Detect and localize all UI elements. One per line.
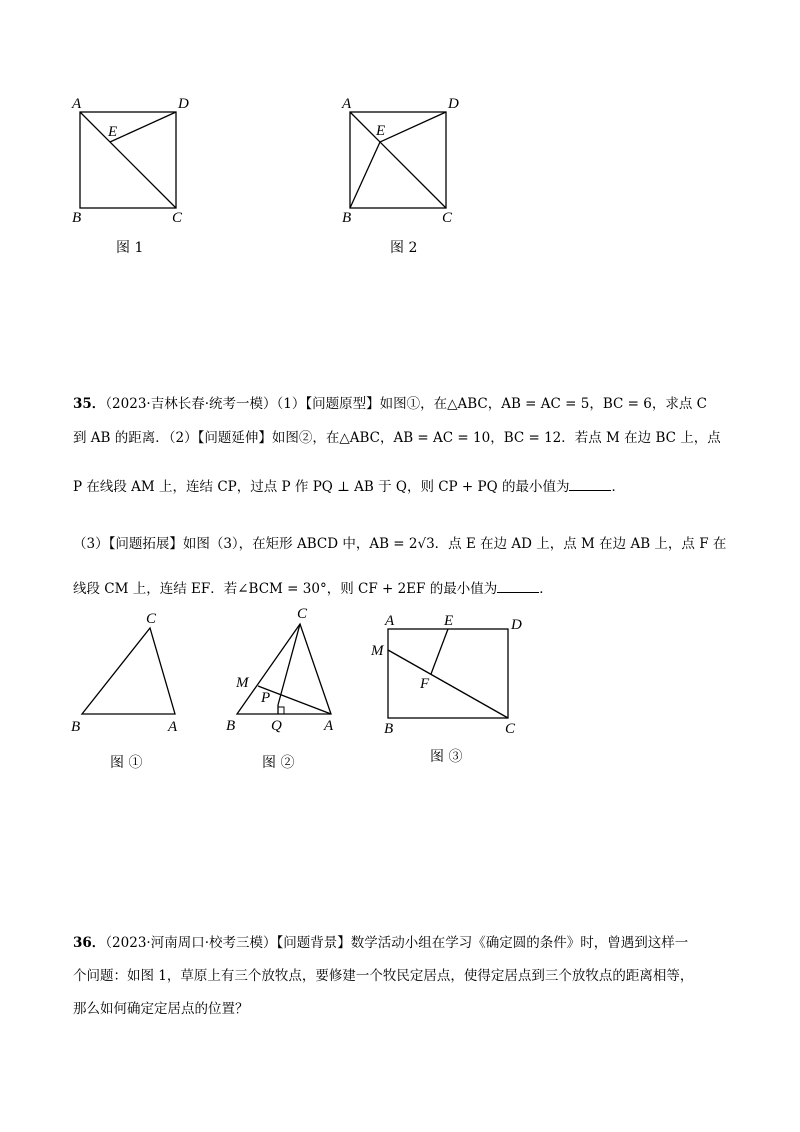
segment-ed bbox=[110, 112, 176, 142]
q36-line-3 bbox=[73, 1003, 249, 1017]
figure-circled-1-caption: 图 ① bbox=[110, 755, 143, 771]
q35-text-4: （3）【问题拓展】如图（3），在矩形 ABCD 中，AB = 2√3．点 E 在边 AD 上，点 M 在边 AB 上，点 F 在 bbox=[73, 536, 727, 552]
q35-text-5-end: ． bbox=[539, 581, 553, 597]
label-a: A bbox=[385, 613, 395, 629]
label-b: B bbox=[226, 718, 236, 734]
figure-1-caption: 图 1 bbox=[116, 240, 144, 256]
q35-line-2 bbox=[73, 432, 721, 446]
label-q: Q bbox=[271, 718, 282, 734]
diagonal-ac bbox=[80, 112, 176, 208]
q35-text-3: P 在线段 AM 上，连结 CP，过点 P 作 PQ ⊥ AB 于 Q，则 CP + PQ 的最小值为 bbox=[73, 479, 570, 495]
q36-text-1: 【问题背景】数学活动小组在学习《确定圆的条件》时，曾遇到这样一 bbox=[276, 935, 689, 951]
figure-circled-1 bbox=[68, 605, 193, 740]
label-d: D bbox=[178, 96, 189, 112]
segment-mc bbox=[388, 650, 508, 718]
label-b: B bbox=[72, 210, 82, 226]
label-e: E bbox=[444, 613, 454, 629]
answer-blank-1[interactable] bbox=[569, 480, 611, 491]
figure-circled-3 bbox=[368, 608, 538, 738]
label-b: B bbox=[71, 719, 81, 735]
answer-blank-2[interactable] bbox=[497, 582, 539, 593]
label-a: A bbox=[168, 719, 178, 735]
label-c: C bbox=[505, 721, 516, 737]
q35-text-1: （1）【问题原型】如图①，在△ABC，AB = AC = 5，BC = 6，求点 C bbox=[276, 396, 707, 412]
q36-number: 36． bbox=[73, 935, 106, 951]
q36-line-1 bbox=[73, 937, 688, 951]
q35-text-3-end: ． bbox=[611, 479, 625, 495]
label-p: P bbox=[261, 690, 271, 706]
segment-ed bbox=[380, 112, 446, 142]
segment-eb bbox=[350, 142, 380, 208]
label-d: D bbox=[448, 96, 459, 112]
label-c: C bbox=[442, 210, 453, 226]
label-c: C bbox=[172, 210, 183, 226]
q35-line-5 bbox=[73, 582, 553, 597]
rectangle-abcd bbox=[388, 629, 508, 718]
q35-number: 35． bbox=[73, 396, 106, 412]
label-b: B bbox=[384, 721, 394, 737]
diagonal-ac bbox=[350, 112, 446, 208]
label-m: M bbox=[236, 675, 249, 691]
q35-line-4 bbox=[73, 538, 726, 552]
segment-cp bbox=[278, 624, 300, 705]
figure-circled-3-caption: 图 ③ bbox=[430, 749, 463, 765]
triangle-abc bbox=[237, 624, 331, 714]
label-c: C bbox=[146, 611, 157, 627]
label-e: E bbox=[376, 123, 386, 139]
figure-1 bbox=[70, 92, 190, 232]
figure-2 bbox=[340, 92, 460, 232]
q35-text-2: 到 AB 的距离．（2）【问题延伸】如图②，在△ABC，AB = AC = 10，BC = 12．若点 M 在边 BC 上，点 bbox=[73, 430, 721, 446]
q36-source: （2023·河南周口·校考三模） bbox=[105, 935, 277, 951]
triangle-abc bbox=[82, 628, 175, 714]
segment-ef bbox=[431, 629, 448, 674]
label-a: A bbox=[342, 96, 352, 112]
q35-text-5: 线段 CM 上，连结 EF．若∠BCM = 30°，则 CF + 2EF 的最小值为 bbox=[73, 581, 498, 597]
figure-circled-2-caption: 图 ② bbox=[262, 755, 295, 771]
label-a: A bbox=[72, 96, 82, 112]
q36-text-3: 那么如何确定定居点的位置？ bbox=[73, 1001, 249, 1017]
label-m: M bbox=[371, 643, 384, 659]
q36-text-2: 个问题：如图 1，草原上有三个放牧点，要修建一个牧民定居点，使得定居点到三个放牧点的距离相等， bbox=[73, 968, 694, 984]
q35-source: （2023·吉林长春·统考一模） bbox=[105, 396, 277, 412]
q35-line-1 bbox=[73, 398, 707, 412]
q36-line-2 bbox=[73, 970, 693, 984]
label-a: A bbox=[324, 718, 334, 734]
q35-line-3 bbox=[73, 480, 625, 495]
label-d: D bbox=[511, 617, 522, 633]
label-c: C bbox=[297, 606, 308, 622]
label-b: B bbox=[342, 210, 352, 226]
figure-2-caption: 图 2 bbox=[390, 240, 418, 256]
label-e: E bbox=[108, 124, 118, 140]
figure-circled-2 bbox=[220, 602, 345, 742]
right-angle-mark bbox=[278, 707, 284, 714]
label-f: F bbox=[420, 676, 430, 692]
